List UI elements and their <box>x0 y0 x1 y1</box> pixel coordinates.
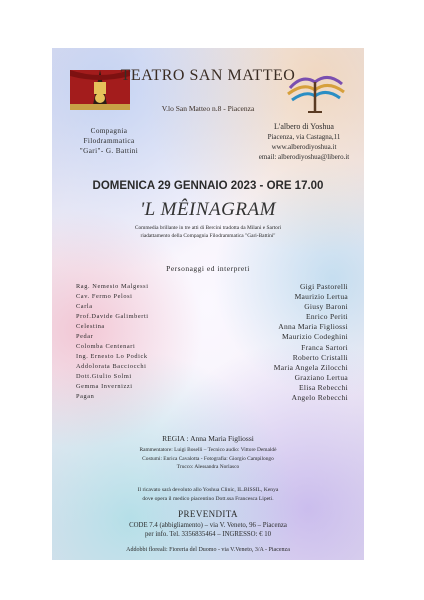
role-item: Gemma Invernizzi <box>76 383 133 390</box>
crew-credit-line: Rammentatore: Luigi Boselli – Tecnico audio: Vittore Demaldè <box>139 447 277 453</box>
company-line-1: Compagnia <box>90 127 128 135</box>
actor-item: Maurizio Lertua <box>294 292 348 302</box>
role-item: Pagan <box>76 393 95 400</box>
roles-list <box>76 282 226 402</box>
company-line-3: "Gari"- G. Battini <box>79 147 139 155</box>
partner-email: email: alberodiyoshua@libero.it <box>258 153 350 161</box>
play-subtitle-line-1: Commedia brillante in tre atti di Bercini tradotta da Milani e Sartori <box>134 225 282 231</box>
play-subtitle-line-2: riadattamento della Compagnia Filodrammatica "Gari-Battini" <box>140 232 276 239</box>
play-subtitle <box>70 225 346 240</box>
actor-item: Maria Angela Zilocchi <box>273 362 348 372</box>
proceeds-notice <box>72 486 344 504</box>
event-date-time: DOMENICA 29 GENNAIO 2023 - ORE 17.00 <box>92 180 324 192</box>
actor-item: Roberto Cristalli <box>292 352 348 362</box>
role-item: Colomba Centenari <box>76 343 136 350</box>
actor-item: Maurizio Codeghini <box>281 332 348 342</box>
role-item: Celestina <box>76 323 105 330</box>
actor-item: Gigi Pastorelli <box>299 282 348 291</box>
proceeds-line-1: Il ricavato sarà devoluto allo Yoshua Clinic, IL.BISSIL, Kenya <box>137 487 279 493</box>
presale-location: CODE 7.4 (abbigliamento) – via V. Veneto, 96 – Piacenza <box>129 522 287 529</box>
actor-item: Anna Maria Figliossi <box>278 322 348 332</box>
actor-item: Giusy Baroni <box>304 302 348 312</box>
cast-heading: Personaggi ed interpreti <box>166 264 250 273</box>
actor-item: Angelo Rebecchi <box>291 393 348 403</box>
presale-contact-price: per info. Tel. 3356835464 – INGRESSO: € 10 <box>144 531 272 538</box>
flowers-credit: Addobbi floreali: Fioreria del Duomo - via V.Veneto, 3/A - Piacenza <box>126 547 290 553</box>
actor-item: Enrico Periti <box>305 312 348 322</box>
role-item: Cav. Fermo Pelosi <box>76 293 133 300</box>
role-item: Pedar <box>76 333 94 340</box>
partner-block <box>247 122 361 162</box>
crew-credits <box>62 446 354 472</box>
role-item: Ing. Ernesto Lo Podick <box>76 353 148 360</box>
partner-name: L'albero di Yoshua <box>274 122 334 131</box>
actor-item: Elisa Rebecchi <box>299 382 348 392</box>
partner-website: www.alberodiyoshua.it <box>271 143 337 151</box>
proceeds-line-2: dove opera il medico piacentino Dott.ssa Francesca Lipeti. <box>142 496 274 502</box>
director-credit: REGIA : Anna Maria Figliossi <box>162 434 254 443</box>
actors-list <box>222 282 348 403</box>
presale-info <box>58 521 358 539</box>
company-line-2: Filodrammatica <box>83 137 135 145</box>
role-item: Addolorata Bacciocchi <box>76 363 147 370</box>
theatre-name: TEATRO SAN MATTEO <box>120 67 296 84</box>
crew-credit-line: Costumi: Enrica Cavalotta - Fotografia: Giorgio Campilongo <box>142 455 274 462</box>
actor-item: Franca Sartori <box>301 342 348 352</box>
role-item: Prof.Davide Galimberti <box>76 313 149 320</box>
role-item: Carla <box>76 303 93 310</box>
play-title: 'L MÊINAGRAM <box>140 199 276 220</box>
partner-address: Piacenza, via Castagna,11 <box>267 133 341 141</box>
role-item: Rag. Nemesio Malgessi <box>76 283 149 290</box>
role-item: Dott.Giulio Solmi <box>76 373 132 380</box>
theatre-address: V.lo San Matteo n.8 - Piacenza <box>161 104 255 113</box>
crew-credit-line: Trucco: Alessandra Norlasco <box>176 464 240 471</box>
event-poster <box>52 48 364 560</box>
actor-item: Graziano Lertua <box>294 372 348 382</box>
presale-heading: PREVENDITA <box>178 509 238 519</box>
company-block <box>54 126 164 156</box>
